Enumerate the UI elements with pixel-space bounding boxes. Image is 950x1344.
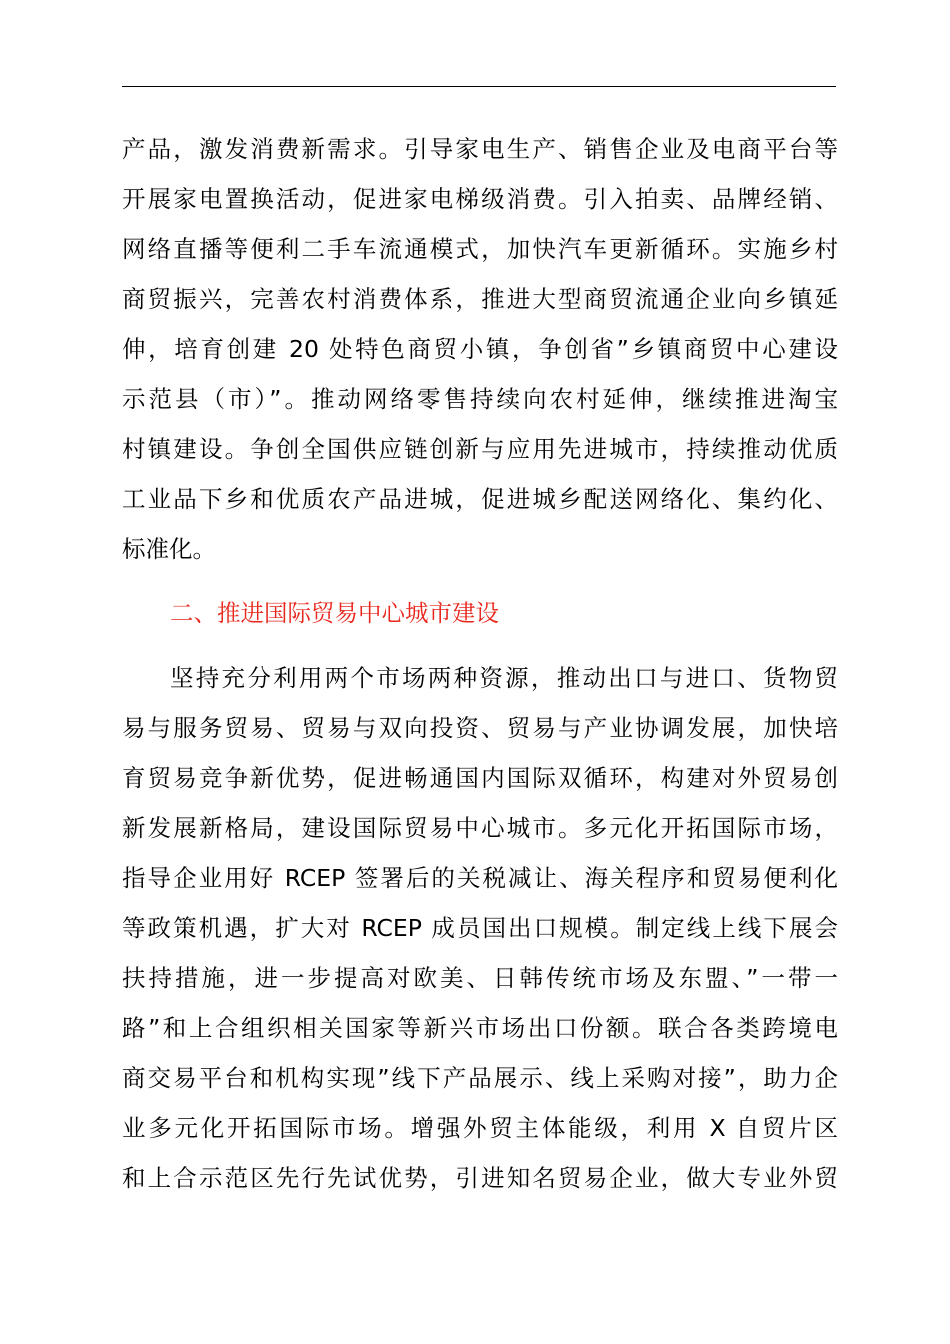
paragraph-line: 村镇建设。争创全国供应链创新与应用先进城市，持续推动优质 xyxy=(122,435,838,463)
paragraph-line: 商贸振兴，完善农村消费体系，推进大型商贸流通企业向乡镇延 xyxy=(122,285,838,313)
paragraph-line: 坚持充分利用两个市场两种资源，推动出口与进口、货物贸 xyxy=(170,664,838,692)
paragraph-line: 商交易平台和机构实现”线下产品展示、线上采购对接”，助力企 xyxy=(122,1064,838,1092)
paragraph-line: 产品，激发消费新需求。引导家电生产、销售企业及电商平台等 xyxy=(122,135,838,163)
paragraph-line: 伸，培育创建 20 处特色商贸小镇，争创省”乡镇商贸中心建设 xyxy=(122,335,838,363)
paragraph-line: 等政策机遇，扩大对 RCEP 成员国出口规模。制定线上线下展会 xyxy=(122,914,838,942)
paragraph-1 xyxy=(122,124,838,574)
paragraph-line: 示范县（市）”。推动网络零售持续向农村延伸，继续推进淘宝 xyxy=(122,385,838,413)
paragraph-line: 网络直播等便利二手车流通模式，加快汽车更新循环。实施乡村 xyxy=(122,235,838,263)
section-heading: 二、推进国际贸易中心城市建设 xyxy=(170,599,499,627)
paragraph-line: 业多元化开拓国际市场。增强外贸主体能级，利用 X 自贸片区 xyxy=(122,1114,838,1142)
paragraph-line: 开展家电置换活动，促进家电梯级消费。引入拍卖、品牌经销、 xyxy=(122,185,838,213)
paragraph-line: 标准化。 xyxy=(122,535,216,563)
paragraph-line: 扶持措施，进一步提高对欧美、日韩传统市场及东盟、”一带一 xyxy=(122,964,838,992)
paragraph-line: 新发展新格局，建设国际贸易中心城市。多元化开拓国际市场， xyxy=(122,814,838,842)
paragraph-line: 育贸易竞争新优势，促进畅通国内国际双循环，构建对外贸易创 xyxy=(122,764,838,792)
paragraph-2 xyxy=(122,653,838,1203)
paragraph-line: 路”和上合组织相关国家等新兴市场出口份额。联合各类跨境电 xyxy=(122,1014,838,1042)
header-rule xyxy=(122,86,836,87)
paragraph-line: 指导企业用好 RCEP 签署后的关税减让、海关程序和贸易便利化 xyxy=(122,864,838,892)
paragraph-line: 易与服务贸易、贸易与双向投资、贸易与产业协调发展，加快培 xyxy=(122,714,838,742)
paragraph-line: 和上合示范区先行先试优势，引进知名贸易企业，做大专业外贸 xyxy=(122,1164,838,1192)
paragraph-line: 工业品下乡和优质农产品进城，促进城乡配送网络化、集约化、 xyxy=(122,485,838,513)
